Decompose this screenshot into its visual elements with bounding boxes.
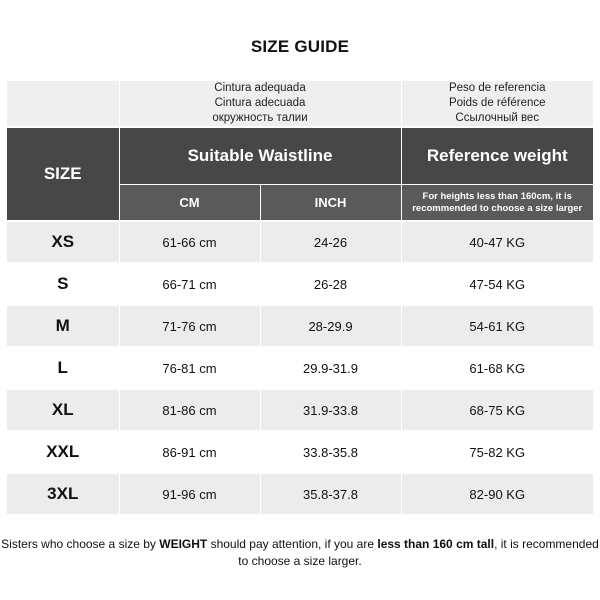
blank-cell (7, 111, 119, 127)
waist-cm-cell: 81-86 cm (119, 389, 260, 431)
waist-inch-cell: 28-29.9 (260, 305, 401, 347)
language-row (7, 96, 593, 111)
size-cell: XXL (7, 431, 119, 473)
size-row (7, 221, 593, 263)
size-cell: L (7, 347, 119, 389)
page-title: SIZE GUIDE (250, 37, 350, 56)
waist-inch-cell: 24-26 (260, 221, 401, 263)
weight-translation-es: Peso de referencia (401, 81, 593, 96)
inch-header: INCH (260, 185, 401, 222)
weight-cell: 68-75 KG (401, 389, 593, 431)
waist-cm-cell: 61-66 cm (119, 221, 260, 263)
waistline-header: Suitable Waistline (119, 127, 401, 185)
weight-cell: 47-54 KG (401, 263, 593, 305)
size-row (7, 263, 593, 305)
size-cell: 3XL (7, 473, 119, 514)
size-cell: M (7, 305, 119, 347)
waist-cm-cell: 76-81 cm (119, 347, 260, 389)
footer-bold-weight: WEIGHT (159, 537, 208, 551)
waist-translation-ru: окружность талии (119, 111, 401, 127)
waist-translation-pt: Cintura adequada (119, 81, 401, 96)
size-cell: XL (7, 389, 119, 431)
waist-inch-cell: 33.8-35.8 (260, 431, 401, 473)
waist-cm-cell: 91-96 cm (119, 473, 260, 514)
footer-bold-height: less than 160 cm tall (377, 537, 495, 551)
weight-cell: 75-82 KG (401, 431, 593, 473)
footer-text-2: should pay attention, if you are (207, 537, 378, 551)
weight-cell: 61-68 KG (401, 347, 593, 389)
footer-text-1: Sisters who choose a size by (1, 537, 160, 551)
weight-cell: 40-47 KG (401, 221, 593, 263)
weight-note: For heights less than 160cm, it is recommended to choose a size larger (401, 185, 593, 222)
size-header: SIZE (7, 127, 119, 221)
size-row (7, 473, 593, 514)
size-guide-table (7, 81, 593, 514)
weight-cell: 54-61 KG (401, 305, 593, 347)
language-row (7, 81, 593, 96)
waist-inch-cell: 26-28 (260, 263, 401, 305)
language-row (7, 111, 593, 127)
size-row (7, 431, 593, 473)
size-row (7, 305, 593, 347)
blank-cell (7, 96, 119, 111)
size-cell: S (7, 263, 119, 305)
weight-translation-fr: Poids de référence (401, 96, 593, 111)
header-row (7, 127, 593, 185)
waist-cm-cell: 66-71 cm (119, 263, 260, 305)
waist-translation-es: Cintura adecuada (119, 96, 401, 111)
weight-header: Reference weight (401, 127, 593, 185)
size-cell: XS (7, 221, 119, 263)
weight-translation-ru: Ссылочный вес (401, 111, 593, 127)
waist-inch-cell: 31.9-33.8 (260, 389, 401, 431)
footer-note (0, 536, 600, 570)
blank-cell (7, 81, 119, 96)
waist-cm-cell: 71-76 cm (119, 305, 260, 347)
waist-inch-cell: 29.9-31.9 (260, 347, 401, 389)
size-row (7, 389, 593, 431)
cm-header: CM (119, 185, 260, 222)
waist-inch-cell: 35.8-37.8 (260, 473, 401, 514)
weight-cell: 82-90 KG (401, 473, 593, 514)
waist-cm-cell: 86-91 cm (119, 431, 260, 473)
size-row (7, 347, 593, 389)
footer-text-3: , it is recommended to choose a size larger. (238, 537, 599, 568)
